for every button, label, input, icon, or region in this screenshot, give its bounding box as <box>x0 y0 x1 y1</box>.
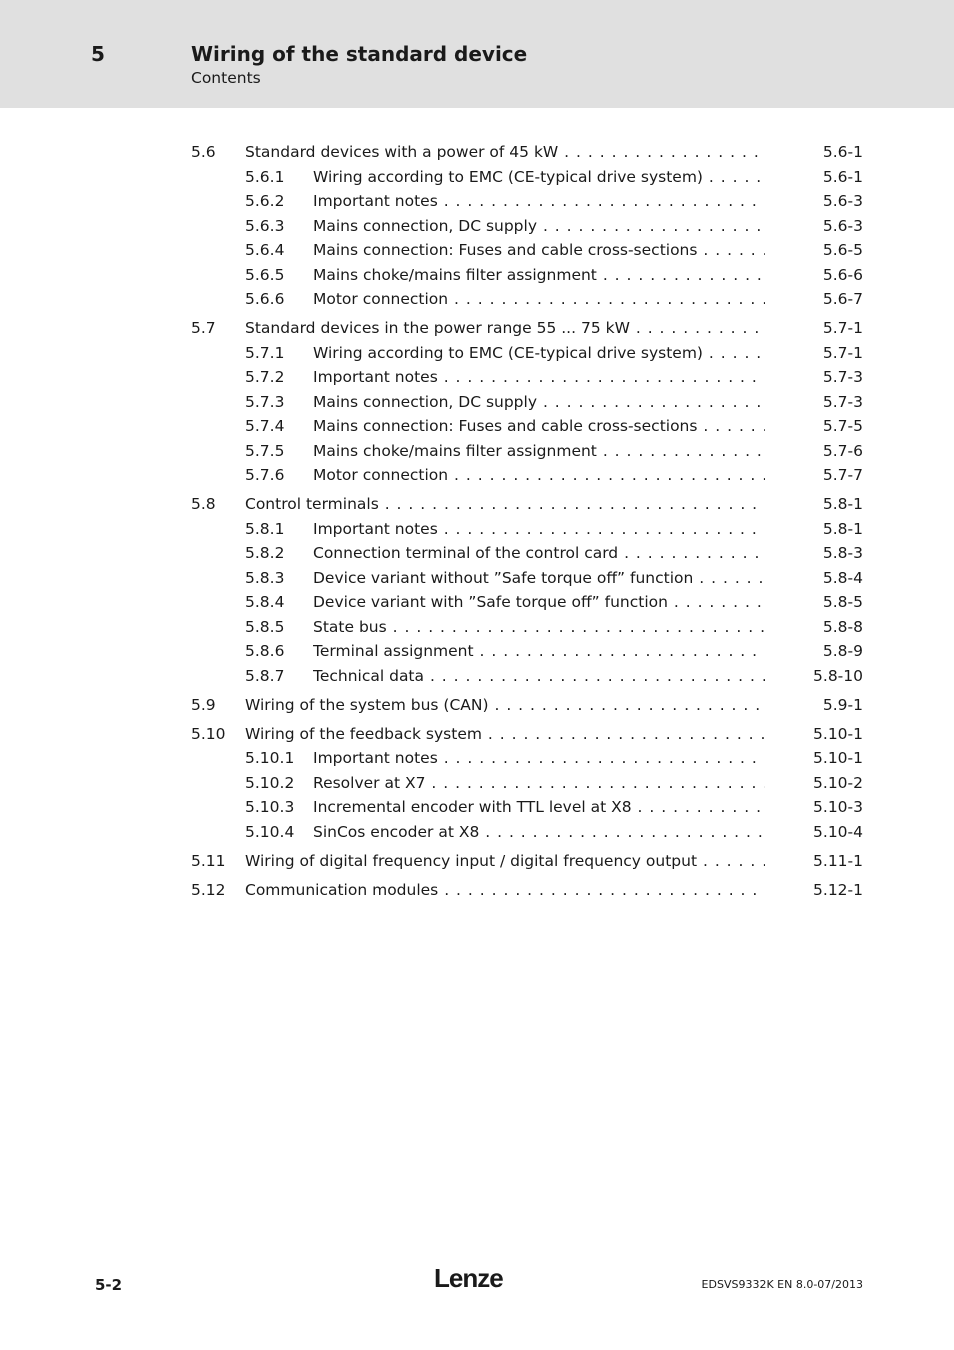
toc-entry[interactable] <box>0 414 954 439</box>
toc-entry-title: Motor connection . . . <box>313 287 765 311</box>
toc-entry[interactable] <box>0 878 954 903</box>
lenze-logo: Lenze <box>434 1263 503 1293</box>
toc-entry-title: Important notes . . . <box>313 365 765 389</box>
toc-entry-page: 5.11-1 <box>813 851 863 870</box>
toc-entry-number: 5.10.1 <box>245 749 295 767</box>
toc-entry-title: Wiring of digital frequency input / digital frequency output . . . <box>245 849 765 873</box>
toc-entry-title: Standard devices in the power range 55 ... 75 kW . . . <box>245 316 765 340</box>
toc-entry-title: Mains connection: Fuses and cable cross-sections . . . <box>313 238 765 262</box>
toc-entry-page: 5.10-3 <box>813 798 863 816</box>
toc-entry-page: 5.7-5 <box>822 417 863 435</box>
toc-entry-page: 5.6-7 <box>822 290 863 308</box>
toc-entry[interactable] <box>0 590 954 615</box>
toc-entry-title: Device variant with ”Safe torque off” function . . . <box>313 590 765 614</box>
toc-entry[interactable] <box>0 165 954 190</box>
toc-entry-page: 5.8-5 <box>822 593 863 611</box>
toc-entry-number: 5.8.2 <box>245 544 285 562</box>
toc-entry-page: 5.6-5 <box>822 241 863 259</box>
toc-entry-page: 5.8-1 <box>822 495 863 513</box>
toc-entry-page: 5.10-1 <box>813 749 863 767</box>
toc-entry-page: 5.8-8 <box>822 617 863 636</box>
toc-entry-title: Control terminals . . . <box>245 492 765 516</box>
toc-entry-number: 5.8.1 <box>245 519 285 538</box>
chapter-number: 5 <box>91 42 105 66</box>
toc-entry-title: Standard devices with a power of 45 kW . . . <box>245 140 765 164</box>
toc-entry-title: Wiring of the feedback system . . . <box>245 722 765 746</box>
toc-entry[interactable] <box>0 693 954 718</box>
toc-entry-page: 5.8-3 <box>822 544 863 562</box>
toc-entry-page: 5.6-1 <box>822 143 863 161</box>
toc-entry-title: Mains connection, DC supply . . . <box>313 214 765 238</box>
toc-entry[interactable] <box>0 287 954 312</box>
toc-entry[interactable] <box>0 341 954 366</box>
chapter-subtitle: Contents <box>191 69 261 87</box>
toc-entry[interactable] <box>0 140 954 165</box>
toc-entry[interactable] <box>0 639 954 664</box>
toc-entry-page: 5.12-1 <box>813 880 863 899</box>
toc-entry-number: 5.6.6 <box>245 290 285 308</box>
toc-entry-page: 5.7-3 <box>822 368 863 386</box>
toc-entry[interactable] <box>0 541 954 566</box>
chapter-header <box>0 0 954 108</box>
toc-entry-page: 5.7-1 <box>822 319 863 337</box>
toc-entry-page: 5.6-6 <box>822 265 863 284</box>
toc-entry[interactable] <box>0 664 954 689</box>
toc-entry[interactable] <box>0 238 954 263</box>
toc-entry-page: 5.8-4 <box>822 568 863 587</box>
toc-entry[interactable] <box>0 820 954 845</box>
toc-entry-page: 5.6-3 <box>822 192 863 210</box>
toc-entry-page: 5.10-1 <box>813 724 863 743</box>
toc-entry[interactable] <box>0 492 954 517</box>
toc-entry-title: State bus . . . <box>313 615 765 639</box>
toc-entry-page: 5.8-9 <box>822 642 863 660</box>
toc-entry[interactable] <box>0 365 954 390</box>
toc-entry[interactable] <box>0 439 954 464</box>
toc-entry-number: 5.7.6 <box>245 466 285 484</box>
toc-entry-page: 5.10-2 <box>813 773 863 792</box>
toc-entry-number: 5.8 <box>191 495 216 513</box>
toc-entry-number: 5.6.3 <box>245 216 285 235</box>
toc-entry-number: 5.9 <box>191 695 216 714</box>
document-reference: EDSVS9332K EN 8.0-07/2013 <box>701 1278 863 1291</box>
toc-entry-page: 5.8-10 <box>813 666 863 685</box>
toc-entry[interactable] <box>0 849 954 874</box>
toc-entry[interactable] <box>0 463 954 488</box>
toc-entry[interactable] <box>0 615 954 640</box>
toc-entry-page: 5.9-1 <box>822 695 863 714</box>
toc-entry-number: 5.6.1 <box>245 167 285 186</box>
toc-entry-page: 5.7-1 <box>822 343 863 362</box>
toc-entry[interactable] <box>0 746 954 771</box>
toc-entry[interactable] <box>0 517 954 542</box>
toc-entry-number: 5.11 <box>191 851 226 870</box>
toc-entry-page: 5.6-1 <box>822 167 863 186</box>
toc-entry-number: 5.10.4 <box>245 822 295 841</box>
toc-entry-number: 5.6.2 <box>245 192 285 210</box>
toc-entry[interactable] <box>0 722 954 747</box>
toc-entry-number: 5.7.2 <box>245 368 285 386</box>
toc-entry-page: 5.7-7 <box>822 466 863 484</box>
footer-page-number: 5-2 <box>95 1276 123 1294</box>
toc-entry-title: Important notes . . . <box>313 746 765 770</box>
toc-entry-title: Mains choke/mains filter assignment . . . <box>313 439 765 463</box>
toc-entry[interactable] <box>0 390 954 415</box>
toc-entry-number: 5.8.6 <box>245 642 285 660</box>
toc-entry[interactable] <box>0 795 954 820</box>
toc-entry-title: Important notes . . . <box>313 517 765 541</box>
toc-entry-number: 5.10.3 <box>245 798 295 816</box>
toc-entry-number: 5.8.5 <box>245 617 285 636</box>
toc-entry-title: Wiring of the system bus (CAN) . . . <box>245 693 765 717</box>
toc-entry[interactable] <box>0 771 954 796</box>
toc-entry-number: 5.6 <box>191 143 216 161</box>
toc-entry-title: SinCos encoder at X8 . . . <box>313 820 765 844</box>
toc-entry-title: Connection terminal of the control card . . . <box>313 541 765 565</box>
toc-entry-page: 5.10-4 <box>813 822 863 841</box>
toc-entry-number: 5.7.3 <box>245 392 285 411</box>
toc-entry-number: 5.6.4 <box>245 241 285 259</box>
toc-entry-number: 5.12 <box>191 880 226 899</box>
toc-entry[interactable] <box>0 214 954 239</box>
toc-entry-number: 5.8.7 <box>245 666 285 685</box>
toc-entry-number: 5.7.4 <box>245 417 285 435</box>
toc-entry-page: 5.6-3 <box>822 216 863 235</box>
toc-entry-page: 5.7-3 <box>822 392 863 411</box>
toc-entry-number: 5.10 <box>191 724 226 743</box>
toc-entry-number: 5.8.3 <box>245 568 285 587</box>
toc-entry-title: Device variant without ”Safe torque off” function . . . <box>313 566 765 590</box>
toc-entry[interactable] <box>0 263 954 288</box>
toc-entry-number: 5.7.5 <box>245 441 285 460</box>
toc-entry-title: Technical data . . . <box>313 664 765 688</box>
toc-entry[interactable] <box>0 189 954 214</box>
toc-entry-page: 5.8-1 <box>822 519 863 538</box>
toc-entry-number: 5.6.5 <box>245 265 285 284</box>
table-of-contents <box>0 140 954 902</box>
toc-entry[interactable] <box>0 566 954 591</box>
toc-entry-title: Motor connection . . . <box>313 463 765 487</box>
toc-entry-title: Important notes . . . <box>313 189 765 213</box>
toc-entry-title: Terminal assignment . . . <box>313 639 765 663</box>
toc-entry-title: Mains choke/mains filter assignment . . . <box>313 263 765 287</box>
toc-entry-title: Mains connection: Fuses and cable cross-sections . . . <box>313 414 765 438</box>
toc-entry-number: 5.10.2 <box>245 773 295 792</box>
toc-entry-number: 5.7 <box>191 319 216 337</box>
toc-entry-number: 5.8.4 <box>245 593 285 611</box>
toc-entry-number: 5.7.1 <box>245 343 285 362</box>
chapter-title: Wiring of the standard device <box>191 42 528 66</box>
toc-entry-title: Resolver at X7 . . . <box>313 771 765 795</box>
toc-entry-title: Wiring according to EMC (CE-typical drive system) . . . <box>313 341 765 365</box>
toc-entry-page: 5.7-6 <box>822 441 863 460</box>
toc-entry[interactable] <box>0 316 954 341</box>
toc-entry-title: Mains connection, DC supply . . . <box>313 390 765 414</box>
toc-entry-title: Incremental encoder with TTL level at X8 . . . <box>313 795 765 819</box>
toc-entry-title: Communication modules . . . <box>245 878 765 902</box>
toc-entry-title: Wiring according to EMC (CE-typical drive system) . . . <box>313 165 765 189</box>
